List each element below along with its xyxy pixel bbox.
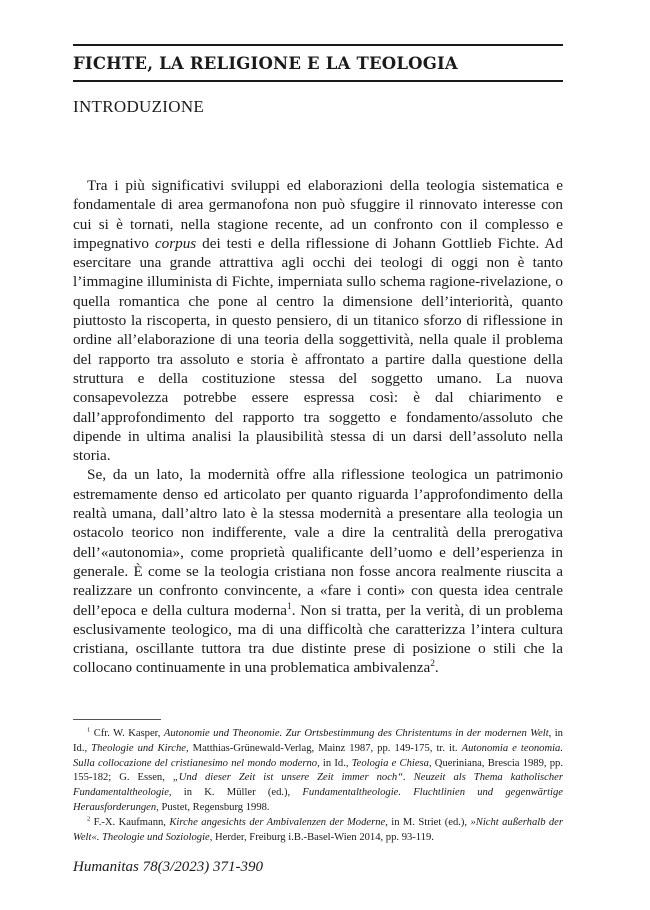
paragraph-1: Tra i più significativi sviluppi ed elaborazioni della teologia sistematica e fondamentale di area germanofona non può sfuggire il rinnovato interesse con cui si è tornati, nella stagione recente, ad un confronto con il complesso e impegnativo corpus dei testi e della riflessione di Johann Gottlieb Fichte. Ad esercitare una grande attrattiva agli occhi dei teologi di oggi non è tanto l’immagine illuminista di Fichte, imperniata sullo schema ragione-rivelazione, o quella romantica che pone al centro la dimensione dell’interiorità, quanto piuttosto la riscoperta, in questo pensiero, di un titanico sforzo di riflessione in ordine all’elaborazione di una teoria della soggettività, nella quale il problema del rapporto tra assoluto e storia è affrontato a partire dalla questione della struttura e della costituzione stessa del soggetto umano. La nuova consapevolezza potrebbe essere espressa così: è dal chiarimento e dall’approfondimento del rapporto tra soggetto e fondamento/assoluto che dipende in ultima analisi la plausibilità stessa di un darsi dell’assoluto nella storia. xyxy=(73,177,563,465)
italic-term: corpus xyxy=(154,234,197,252)
footnote-ref-2[interactable]: 2 xyxy=(430,659,435,670)
article-title: FICHTE, LA RELIGIONE E LA TEOLOGIA xyxy=(73,54,458,73)
title-rule xyxy=(73,80,563,82)
section-heading: INTRODUZIONE xyxy=(73,97,205,116)
footnote-2: $^2$ F.-X. Kaufmann, Kirche angesichts der Ambivalenzen der Moderne, in M. Striet (ed.), »Nicht außerhalb der Welt«. Theologie und Soziologie, Herder, Freiburg i.B.-Basel-Wien 2014, pp. 93-119. xyxy=(73,815,564,843)
journal-citation: Humanitas 78(3/2023) 371-390 xyxy=(73,859,263,875)
paragraph-2: Se, da un lato, la modernità offre alla riflessione teologica un patrimonio estremamente denso ed articolato per quanto riguarda l’approfondimento della realtà umana, dall’altro lato è la stessa modernità a presentare alla teologia un ostacolo teorico non indifferente, vale a dire la centralità della prerogativa dell’«autonomia», come proprietà qualificante dell’uomo e dell’esperienza in generale. È come se la teologia cristiana non fosse ancora realmente riuscita a realizzare un confronto convincente, a «fare i conti» con questa idea centrale dell’epoca e della cultura moderna$^1$. Non si tratta, per la verità, di un problema esclusivamente teologico, ma di una difficoltà che caratterizza l’intera cultura cristiana, oscillante tuttora tra due distinte prese di posizione o stili che la collocano continuamente in una problematica ambivalenza$^2$. xyxy=(73,466,563,677)
body-text xyxy=(73,176,563,678)
footnote-1: $^1$ Cfr. W. Kasper, Autonomie und Theonomie. Zur Ortsbestimmung des Christentums in der modernen Welt, in Id., Theologie und Kirche, Matthias-Grünewald-Verlag, Mainz 1987, pp. 149-175, tr. it. Autonomia e teonomia. Sulla collocazione del cristianesimo nel mondo moderno, in Id., Teologia e Chiesa, Queriniana, Brescia 1989, pp. 155-182; G. Essen, „Und dieser Zeit ist unsere Zeit immer noch“. Neuzeit als Thema katholischer Fundamentaltheologie, in K. Müller (ed.), Fundamentaltheologie. Fluchtlinien und gegenwärtige Herausforderungen, Pustet, Regensburg 1998. xyxy=(73,726,563,813)
footnote-separator xyxy=(73,719,161,720)
footnote-ref-1[interactable]: 1 xyxy=(286,601,292,612)
top-rule xyxy=(73,44,563,46)
footnotes xyxy=(73,727,563,845)
